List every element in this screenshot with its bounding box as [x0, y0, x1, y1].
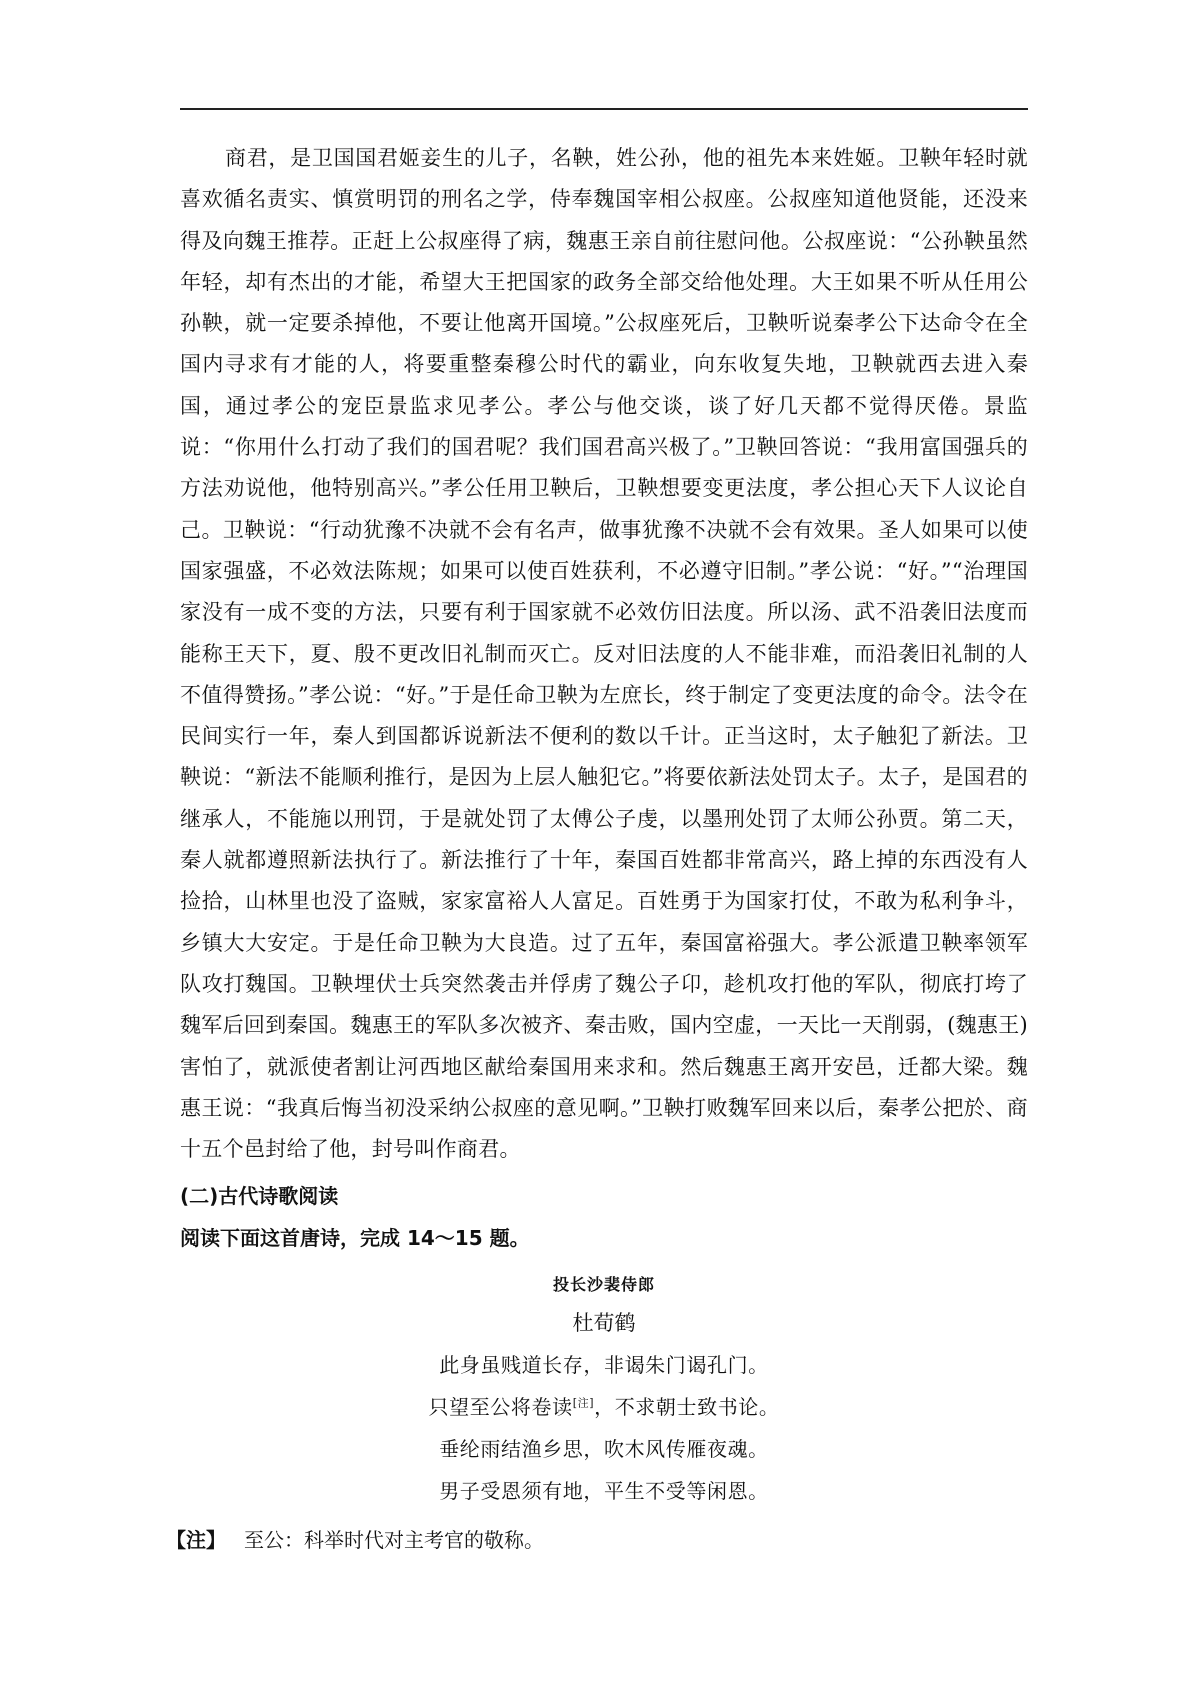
- poem-line-4: 男子受恩须有地，平生不受等闲恩。: [439, 1479, 769, 1504]
- poem-line-1: 此身虽贱道长存，非谒朱门谒孔门。: [439, 1353, 769, 1378]
- note-label: 【注】: [166, 1528, 226, 1553]
- top-rule: [180, 108, 1028, 110]
- section-heading: (二)古代诗歌阅读: [180, 1184, 339, 1209]
- passage-paragraph: 商君，是卫国国君姬妾生的儿子，名鞅，姓公孙，他的祖先本来姓姬。卫鞅年轻时就喜欢循名责实、慎赏明罚的刑名之学，侍奉魏国宰相公叔座。公叔座知道他贤能，还没来得及向魏王推荐。正赶上公叔座得了病，魏惠王亲自前往慰问他。公叔座说：“公孙鞅虽然年轻，却有杰出的才能，希望大王把国家的政务全部交给他处理。大王如果不听从任用公孙鞅，就一定要杀掉他，不要让他离开国境。”公叔座死后，卫鞅听说秦孝公下达命令在全国内寻求有才能的人，将要重整秦穆公时代的霸业，向东收复失地，卫鞅就西去进入秦国，通过孝公的宠臣景监求见孝公。孝公与他交谈，谈了好几天都不觉得厌倦。景监说：“你用什么打动了我们的国君呢？我们国君高兴极了。”卫鞅回答说：“我用富国强兵的方法劝说他，他特别高兴。”孝公任用卫鞅后，卫鞅想要变更法度，孝公担心天下人议论自己。卫鞅说：“行动犹豫不决就不会有名声，做事犹豫不决就不会有效果。圣人如果可以使国家强盛，不必效法陈规；如果可以使百姓获利，不必遵守旧制。”孝公说：“好。”“治理国家没有一成不变的方法，只要有利于国家就不必效仿旧法度。所以汤、武不沿袭旧法度而能称王天下，夏、殷不更改旧礼制而灭亡。反对旧法度的人不能非难，而沿袭旧礼制的人不值得赞扬。”孝公说：“好。”于是任命卫鞅为左庶长，终于制定了变更法度的命令。法令在民间实行一年，秦人到国都诉说新法不便利的数以千计。正当这时，太子触犯了新法。卫鞅说：“新法不能顺利推行，是因为上层人触犯它。”将要依新法处罚太子。太子，是国君的继承人，不能施以刑罚，于是就处罚了太傅公子虔，以墨刑处罚了太师公孙贾。第二天，秦人就都遵照新法执行了。新法推行了十年，秦国百姓都非常高兴，路上掉的东西没有人捡拾，山林里也没了盗贼，家家富裕人人富足。百姓勇于为国家打仗，不敢为私利争斗，乡镇大大安定。于是任命卫鞅为大良造。过了五年，秦国富裕强大。孝公派遣卫鞅率领军队攻打魏国。卫鞅埋伏士兵突然袭击并俘虏了魏公子卬，趁机攻打他的军队，彻底打垮了魏军后回到秦国。魏惠王的军队多次被齐、秦击败，国内空虚，一天比一天削弱，(魏惠王)害怕了，就派使者割让河西地区献给秦国用来求和。然后魏惠王离开安邑，迁都大梁。魏惠王说：“我真后悔当初没采纳公叔座的意见啊。”卫鞅打败魏军回来以后，秦孝公把於、商十五个邑封给了他，封号叫作商君。: [180, 146, 1028, 1162]
- poem-author: 杜荀鹤: [572, 1311, 636, 1336]
- note-marker: [注]: [572, 1396, 595, 1410]
- note-text: 至公：科举时代对主考官的敬称。: [244, 1528, 544, 1553]
- poem-title: 投长沙裴侍郎: [552, 1275, 655, 1295]
- poem: [180, 1270, 1028, 1512]
- poem-line-3: 垂纶雨结渔乡思，吹木风传雁夜魂。: [439, 1437, 769, 1462]
- footnote: [166, 1522, 1028, 1558]
- question-instruction: 阅读下面这首唐诗，完成 14～15 题。: [180, 1226, 530, 1251]
- poem-line-2-second-half: ，不求朝士致书论。: [594, 1395, 780, 1420]
- poem-line-2-first-half: 只望至公将卷读: [428, 1395, 573, 1420]
- poem-line-2: [180, 1386, 1028, 1428]
- page-content: [166, 138, 1028, 1558]
